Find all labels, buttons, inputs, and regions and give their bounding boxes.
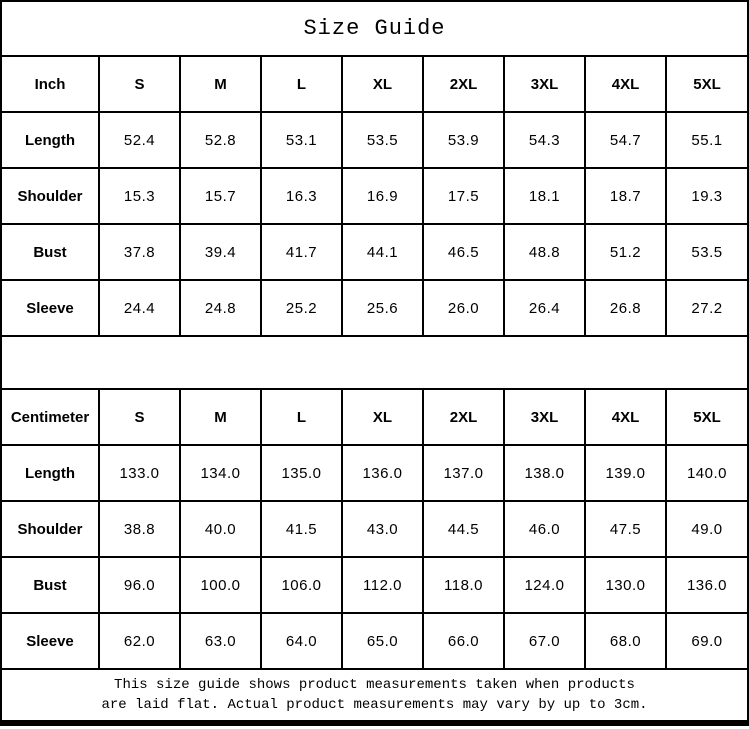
measurement-value-cell: 24.8 [180, 280, 261, 335]
measurement-value-cell: 54.7 [585, 112, 666, 168]
measurement-value-cell: 47.5 [585, 501, 666, 557]
measurement-row [2, 168, 747, 224]
measurement-value-cell: 136.0 [342, 445, 423, 501]
table-spacer [2, 335, 747, 390]
measurement-value-cell: 49.0 [666, 501, 747, 557]
row-label-cell: Bust [2, 557, 99, 613]
measurement-value-cell: 52.4 [99, 112, 180, 168]
size-header-cell: 2XL [423, 390, 504, 445]
measurement-value-cell: 41.7 [261, 224, 342, 280]
measurement-value-cell: 15.7 [180, 168, 261, 224]
measurement-value-cell: 41.5 [261, 501, 342, 557]
measurement-value-cell: 64.0 [261, 613, 342, 668]
size-header-cell: 5XL [666, 390, 747, 445]
footer-note [2, 668, 747, 720]
measurement-value-cell: 44.1 [342, 224, 423, 280]
measurement-row [2, 445, 747, 501]
measurement-row [2, 501, 747, 557]
measurement-value-cell: 54.3 [504, 112, 585, 168]
measurement-value-cell: 66.0 [423, 613, 504, 668]
size-header-cell: 3XL [504, 390, 585, 445]
footer-note-line1: This size guide shows product measurements taken when products [114, 677, 635, 693]
measurement-value-cell: 16.3 [261, 168, 342, 224]
measurement-value-cell: 26.8 [585, 280, 666, 335]
measurement-value-cell: 15.3 [99, 168, 180, 224]
measurement-value-cell: 136.0 [666, 557, 747, 613]
measurement-row [2, 613, 747, 668]
size-header-cell: 2XL [423, 57, 504, 112]
measurement-value-cell: 124.0 [504, 557, 585, 613]
measurement-value-cell: 26.4 [504, 280, 585, 335]
measurement-value-cell: 48.8 [504, 224, 585, 280]
size-header-cell: M [180, 390, 261, 445]
measurement-value-cell: 27.2 [666, 280, 747, 335]
measurement-value-cell: 17.5 [423, 168, 504, 224]
measurement-value-cell: 62.0 [99, 613, 180, 668]
measurement-value-cell: 38.8 [99, 501, 180, 557]
measurement-value-cell: 40.0 [180, 501, 261, 557]
measurement-value-cell: 16.9 [342, 168, 423, 224]
measurement-value-cell: 46.5 [423, 224, 504, 280]
measurement-row [2, 224, 747, 280]
measurement-value-cell: 118.0 [423, 557, 504, 613]
size-header-cell: L [261, 57, 342, 112]
measurement-value-cell: 43.0 [342, 501, 423, 557]
row-label-cell: Sleeve [2, 280, 99, 335]
measurement-value-cell: 51.2 [585, 224, 666, 280]
measurement-value-cell: 55.1 [666, 112, 747, 168]
measurement-value-cell: 133.0 [99, 445, 180, 501]
measurement-value-cell: 138.0 [504, 445, 585, 501]
measurement-value-cell: 130.0 [585, 557, 666, 613]
row-label-cell: Bust [2, 224, 99, 280]
row-label-cell: Length [2, 112, 99, 168]
measurement-value-cell: 46.0 [504, 501, 585, 557]
measurement-value-cell: 53.5 [666, 224, 747, 280]
size-header-row [2, 390, 747, 445]
measurement-value-cell: 137.0 [423, 445, 504, 501]
measurement-value-cell: 53.9 [423, 112, 504, 168]
row-label-cell: Shoulder [2, 168, 99, 224]
measurement-value-cell: 52.8 [180, 112, 261, 168]
measurement-value-cell: 100.0 [180, 557, 261, 613]
measurement-value-cell: 18.1 [504, 168, 585, 224]
inch-size-table [2, 57, 747, 335]
measurement-value-cell: 135.0 [261, 445, 342, 501]
measurement-value-cell: 140.0 [666, 445, 747, 501]
measurement-value-cell: 26.0 [423, 280, 504, 335]
centimeter-size-table [2, 390, 747, 668]
measurement-value-cell: 18.7 [585, 168, 666, 224]
row-label-cell: Length [2, 445, 99, 501]
unit-header-cell: Inch [2, 57, 99, 112]
size-header-cell: XL [342, 57, 423, 112]
measurement-value-cell: 19.3 [666, 168, 747, 224]
size-header-cell: 4XL [585, 57, 666, 112]
page-title: Size Guide [2, 2, 747, 57]
unit-header-cell: Centimeter [2, 390, 99, 445]
measurement-value-cell: 134.0 [180, 445, 261, 501]
measurement-value-cell: 65.0 [342, 613, 423, 668]
measurement-value-cell: 69.0 [666, 613, 747, 668]
measurement-value-cell: 39.4 [180, 224, 261, 280]
measurement-value-cell: 25.6 [342, 280, 423, 335]
measurement-value-cell: 96.0 [99, 557, 180, 613]
footer-note-line2: are laid flat. Actual product measurements may vary by up to 3cm. [101, 697, 648, 713]
measurement-value-cell: 25.2 [261, 280, 342, 335]
size-header-cell: S [99, 57, 180, 112]
size-header-cell: S [99, 390, 180, 445]
size-header-row [2, 57, 747, 112]
measurement-value-cell: 112.0 [342, 557, 423, 613]
measurement-value-cell: 37.8 [99, 224, 180, 280]
measurement-row [2, 280, 747, 335]
size-header-cell: 4XL [585, 390, 666, 445]
measurement-value-cell: 53.1 [261, 112, 342, 168]
measurement-value-cell: 24.4 [99, 280, 180, 335]
size-header-cell: M [180, 57, 261, 112]
size-header-cell: XL [342, 390, 423, 445]
measurement-value-cell: 67.0 [504, 613, 585, 668]
measurement-value-cell: 63.0 [180, 613, 261, 668]
measurement-value-cell: 44.5 [423, 501, 504, 557]
measurement-value-cell: 53.5 [342, 112, 423, 168]
row-label-cell: Shoulder [2, 501, 99, 557]
row-label-cell: Sleeve [2, 613, 99, 668]
measurement-value-cell: 106.0 [261, 557, 342, 613]
size-header-cell: 5XL [666, 57, 747, 112]
measurement-row [2, 112, 747, 168]
measurement-value-cell: 68.0 [585, 613, 666, 668]
measurement-value-cell: 139.0 [585, 445, 666, 501]
measurement-row [2, 557, 747, 613]
size-header-cell: L [261, 390, 342, 445]
size-header-cell: 3XL [504, 57, 585, 112]
